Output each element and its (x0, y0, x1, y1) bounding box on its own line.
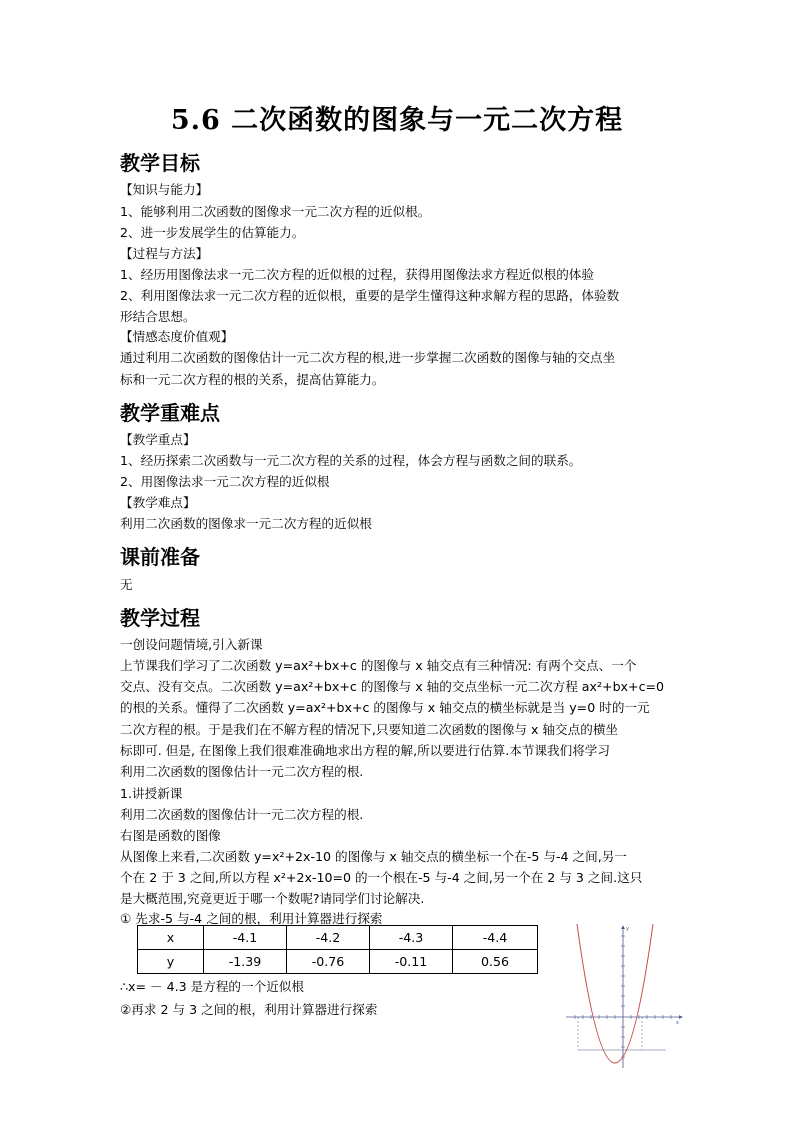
parabola-graph (562, 922, 688, 1072)
lecture-heading: 1.讲授新课 (120, 786, 183, 801)
table-cell-y-label: y (138, 950, 204, 974)
table-cell: -0.11 (370, 950, 453, 974)
table-cell: -4.1 (204, 926, 287, 950)
table-cell: -1.39 (204, 950, 287, 974)
analysis-line-2: 个在 2 于 3 之间,所以方程 x²+2x-10=0 的一个根在-5 与-4 之间,另一个在 2 与 3 之间.这只 (120, 870, 643, 885)
process-heading: 教学过程 (120, 606, 200, 630)
analysis-line-1: 从图像上来看,二次函数 y=x²+2x-10 的图像与 x 轴交点的横坐标一个在-5 与-4 之间,另一 (120, 849, 627, 864)
table-cell: 0.56 (453, 950, 538, 974)
knowledge-item-1: 1、能够利用二次函数的图像求一元二次方程的近似根。 (120, 204, 431, 219)
process-paragraph-line-3: 的根的关系。懂得了二次函数 y=ax²+bx+c 的图像与 x 轴交点的横坐标就是当 y=0 时的一元 (120, 700, 650, 715)
objectives-heading: 教学目标 (120, 151, 200, 175)
conclusion-text: ∴x= － 4.3 是方程的一个近似根 (120, 979, 304, 994)
prep-heading: 课前准备 (120, 545, 200, 569)
table-row (138, 950, 538, 974)
knowledge-item-2: 2、进一步发展学生的估算能力。 (120, 225, 305, 240)
process-paragraph-line-6: 利用二次函数的图像估计一元二次方程的根. (120, 764, 364, 779)
x-axis-label: x (676, 1020, 679, 1026)
emotion-text-b: 标和一元二次方程的根的关系，提高估算能力。 (120, 372, 385, 387)
process-paragraph-line-5: 标即可. 但是, 在图像上我们很难准确地求出方程的解,所以要进行估算.本节课我们将学习 (120, 743, 610, 758)
key-item-2: 2、用图像法求一元二次方程的近似根 (120, 474, 330, 489)
process-item-2a: 2、利用图像法求一元二次方程的近似根，重要的是学生懂得这种求解方程的思路，体验数 (120, 288, 620, 303)
process-item-1: 1、经历用图像法求一元二次方程的近似根的过程，获得用图像法求方程近似根的体验 (120, 267, 594, 282)
table-row (138, 926, 538, 950)
process-label: 【过程与方法】 (120, 246, 209, 261)
emotion-label: 【情感态度价值观】 (120, 329, 234, 344)
key-label: 【教学重点】 (120, 432, 196, 447)
keypoints-heading: 教学重难点 (120, 401, 220, 425)
table-cell: -4.4 (453, 926, 538, 950)
process-item-2b: 形结合思想。 (120, 309, 196, 324)
table-cell: -0.76 (287, 950, 370, 974)
knowledge-label: 【知识与能力】 (120, 182, 209, 197)
process-paragraph-line-4: 二次方程的根。于是我们在不解方程的情况下,只要知道二次函数的图像与 x 轴交点的横坐 (120, 722, 619, 737)
analysis-line-3: 是大概范围,究竟更近于哪一个数呢?请同学们讨论解决. (120, 891, 425, 906)
table-cell: -4.2 (287, 926, 370, 950)
table-cell: -4.3 (370, 926, 453, 950)
y-axis-label: y (626, 926, 629, 932)
difficulty-label: 【教学难点】 (120, 495, 196, 510)
lecture-line-1: 利用二次函数的图像估计一元二次方程的根. (120, 807, 364, 822)
parabola-curve (577, 924, 653, 1063)
page-title: 5.6 二次函数的图象与一元二次方程 (170, 105, 624, 136)
key-item-1: 1、经历探索二次函数与一元二次方程的关系的过程，体会方程与函数之间的联系。 (120, 453, 582, 468)
difficulty-item-1: 利用二次函数的图像求一元二次方程的近似根 (120, 516, 372, 531)
prep-text: 无 (120, 577, 133, 592)
process-paragraph-line-1: 上节课我们学习了二次函数 y=ax²+bx+c 的图像与 x 轴交点有三种情况: 有两个交点、一个 (120, 658, 637, 673)
lecture-line-2: 右图是函数的图像 (120, 828, 221, 843)
step-2-text: ②再求 2 与 3 之间的根，利用计算器进行探索 (120, 1002, 378, 1017)
process-paragraph-line-2: 交点、没有交点。二次函数 y=ax²+bx+c 的图像与 x 轴的交点坐标一元二次方程 ax²+bx+c=0 (120, 679, 665, 694)
step-1-text: ① 先求-5 与-4 之间的根，利用计算器进行探索 (120, 911, 383, 926)
table-cell-x-label: x (138, 926, 204, 950)
emotion-text-a: 通过利用二次函数的图像估计一元二次方程的根,进一步掌握二次函数的图像与轴的交点坐 (120, 350, 616, 365)
estimation-table (137, 925, 538, 974)
process-intro: 一创设问题情境,引入新课 (120, 637, 263, 652)
